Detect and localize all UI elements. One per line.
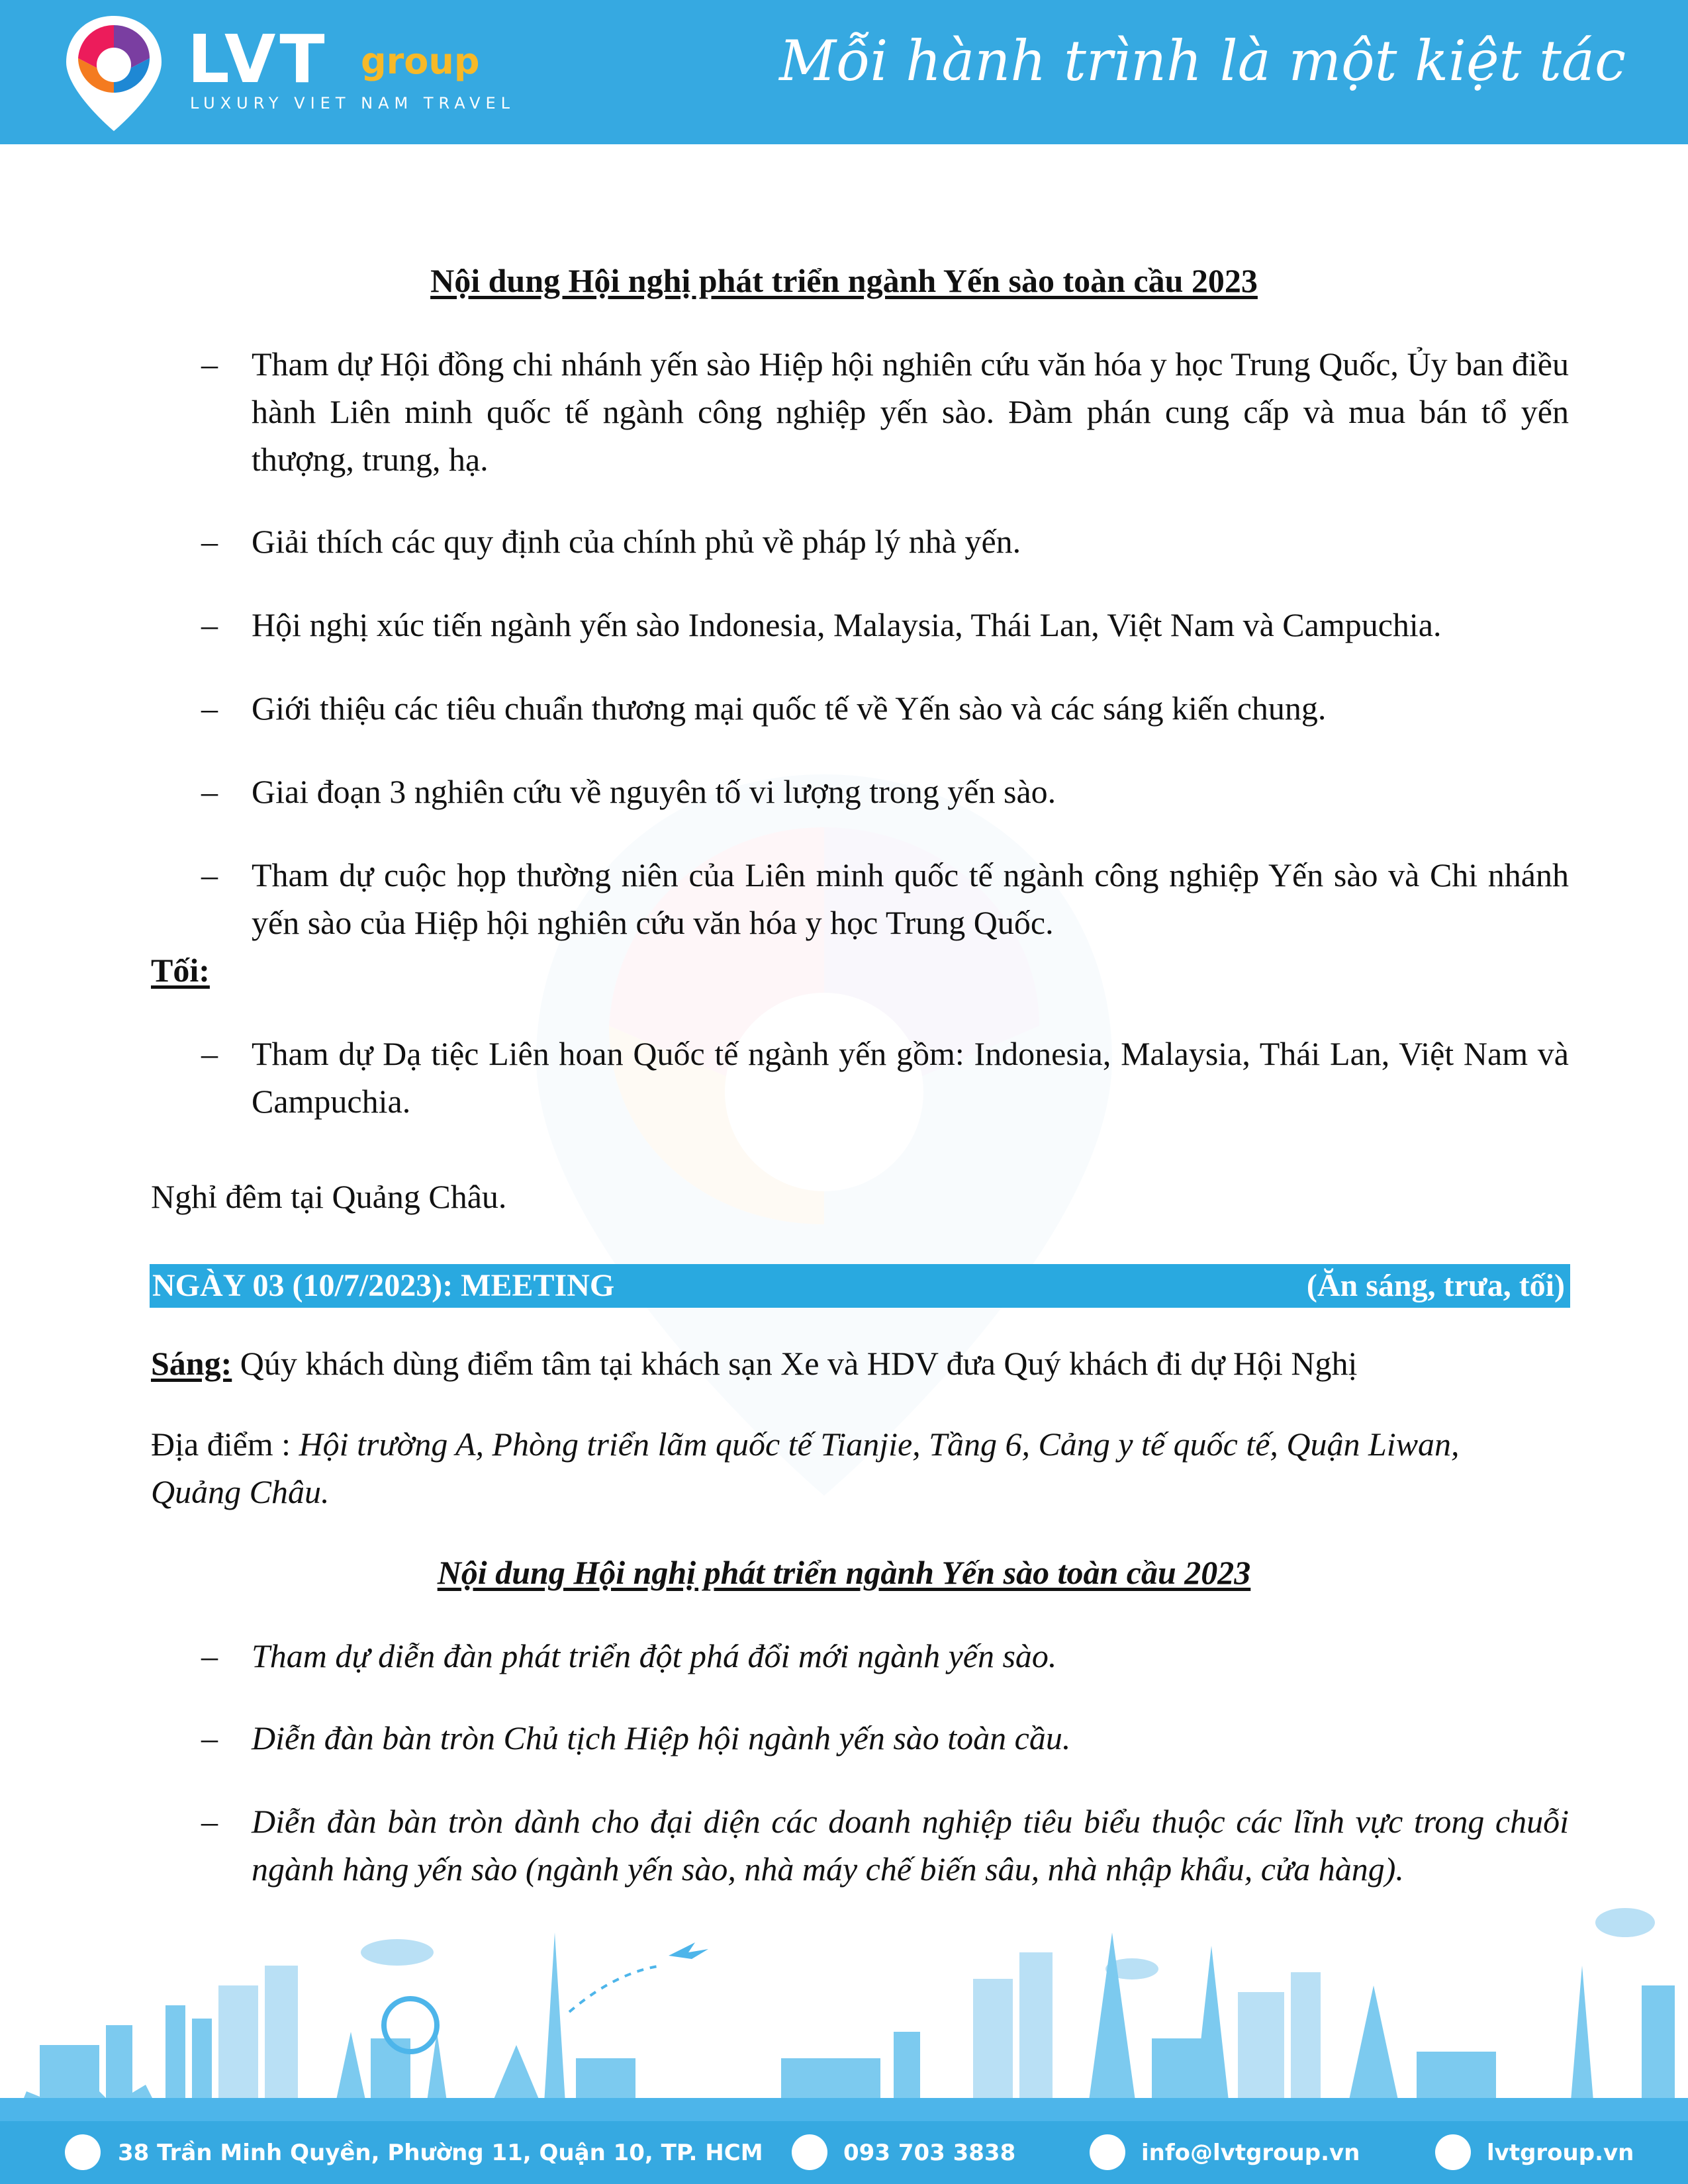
footer-address: 38 Trần Minh Quyền, Phường 11, Quận 10, TP. HCM bbox=[118, 2140, 763, 2166]
morning-line bbox=[151, 1340, 1357, 1387]
bullet-dash: – bbox=[201, 690, 218, 727]
bullet-text: Giai đoạn 3 nghiên cứu về nguyên tố vi lượng trong yến sào. bbox=[252, 773, 1056, 810]
morning-text: Qúy khách dùng điểm tâm tại khách sạn Xe và HDV đưa Quý khách đi dự Hội Nghị bbox=[240, 1345, 1358, 1382]
day-heading-bar bbox=[150, 1264, 1570, 1308]
city-skyline-illustration bbox=[0, 1906, 1688, 2124]
bullet-text: Tham dự cuộc họp thường niên của Liên minh quốc tế ngành công nghiệp Yến sào và Chi nhánh yến sào của Hiệp hội nghiên cứu văn hóa y học Trung Quốc. bbox=[252, 856, 1569, 941]
day-title: NGÀY 03 (10/7/2023): MEETING bbox=[152, 1268, 615, 1303]
header-banner bbox=[0, 0, 1688, 144]
bullet-dash: – bbox=[201, 773, 218, 810]
bullet-text: Tham dự diễn đàn phát triển đột phá đổi mới ngành yến sào. bbox=[252, 1637, 1057, 1674]
phone-icon bbox=[792, 2134, 827, 2170]
overnight-note: Nghỉ đêm tại Quảng Châu. bbox=[151, 1178, 507, 1215]
bullet-dash: – bbox=[201, 345, 218, 383]
footer-bar bbox=[0, 2121, 1688, 2184]
header-slogan: Mỗi hành trình là một kiệt tác bbox=[779, 28, 1626, 93]
footer-phone[interactable]: 093 703 3838 bbox=[843, 2140, 1016, 2166]
location-paragraph bbox=[151, 1420, 1541, 1516]
bullet-text: Diễn đàn bàn tròn dành cho đại diện các doanh nghiệp tiêu biểu thuộc các lĩnh vực trong chuỗi ngành hàng yến sào (ngành yến sào, nhà máy chế biến sâu, nhà nhập khẩu, cửa hàng). bbox=[252, 1803, 1569, 1888]
footer-email[interactable]: info@lvtgroup.vn bbox=[1141, 2140, 1360, 2166]
bullet-text: Giải thích các quy định của chính phủ về pháp lý nhà yến. bbox=[252, 523, 1021, 560]
location-pin-logo-icon bbox=[61, 11, 167, 136]
bullet-dash: – bbox=[201, 606, 218, 643]
bullet-text: Tham dự Dạ tiệc Liên hoan Quốc tế ngành yến gồm: Indonesia, Malaysia, Thái Lan, Việt Nam và Campuchia. bbox=[252, 1035, 1569, 1120]
bullet-text: Tham dự Hội đồng chi nhánh yến sào Hiệp hội nghiên cứu văn hóa y học Trung Quốc, Ủy ban điều hành Liên minh quốc tế ngành công nghiệp yến sào. Đàm phán cung cấp và mua bán tổ yến thượng, trung, hạ. bbox=[252, 345, 1569, 478]
bullet-text: Giới thiệu các tiêu chuẩn thương mại quốc tế về Yến sào và các sáng kiến chung. bbox=[252, 690, 1327, 727]
location-text: Hội trường A, Phòng triển lãm quốc tế Tianjie, Tầng 6, Cảng y tế quốc tế, Quận Liwan, Quảng Châu. bbox=[151, 1426, 1460, 1510]
evening-label: Tối: bbox=[151, 952, 210, 989]
bullet-dash: – bbox=[201, 1035, 218, 1072]
bullet-dash: – bbox=[201, 856, 218, 893]
morning-label: Sáng: bbox=[151, 1345, 232, 1382]
globe-icon bbox=[1435, 2134, 1471, 2170]
logo-tagline: LUXURY VIET NAM TRAVEL bbox=[190, 94, 516, 113]
bullet-dash: – bbox=[201, 523, 218, 560]
email-icon bbox=[1090, 2134, 1125, 2170]
section-title: Nội dung Hội nghị phát triển ngành Yến sào toàn cầu 2023 bbox=[437, 1554, 1251, 1591]
section-title: Nội dung Hội nghị phát triển ngành Yến sào toàn cầu 2023 bbox=[430, 262, 1258, 299]
bullet-text: Hội nghị xúc tiến ngành yến sào Indonesia, Malaysia, Thái Lan, Việt Nam và Campuchia. bbox=[252, 606, 1442, 643]
bullet-dash: – bbox=[201, 1637, 218, 1674]
location-label: Địa điểm : bbox=[151, 1426, 291, 1463]
meals-note: (Ăn sáng, trưa, tối) bbox=[1306, 1268, 1565, 1303]
logo-group-text: group bbox=[361, 40, 480, 82]
logo-wordmark: LVT bbox=[187, 21, 329, 98]
bullet-dash: – bbox=[201, 1719, 218, 1756]
footer-website[interactable]: lvtgroup.vn bbox=[1487, 2140, 1634, 2166]
home-icon bbox=[65, 2134, 101, 2170]
bullet-dash: – bbox=[201, 1803, 218, 1840]
bullet-text: Diễn đàn bàn tròn Chủ tịch Hiệp hội ngành yến sào toàn cầu. bbox=[252, 1719, 1071, 1756]
